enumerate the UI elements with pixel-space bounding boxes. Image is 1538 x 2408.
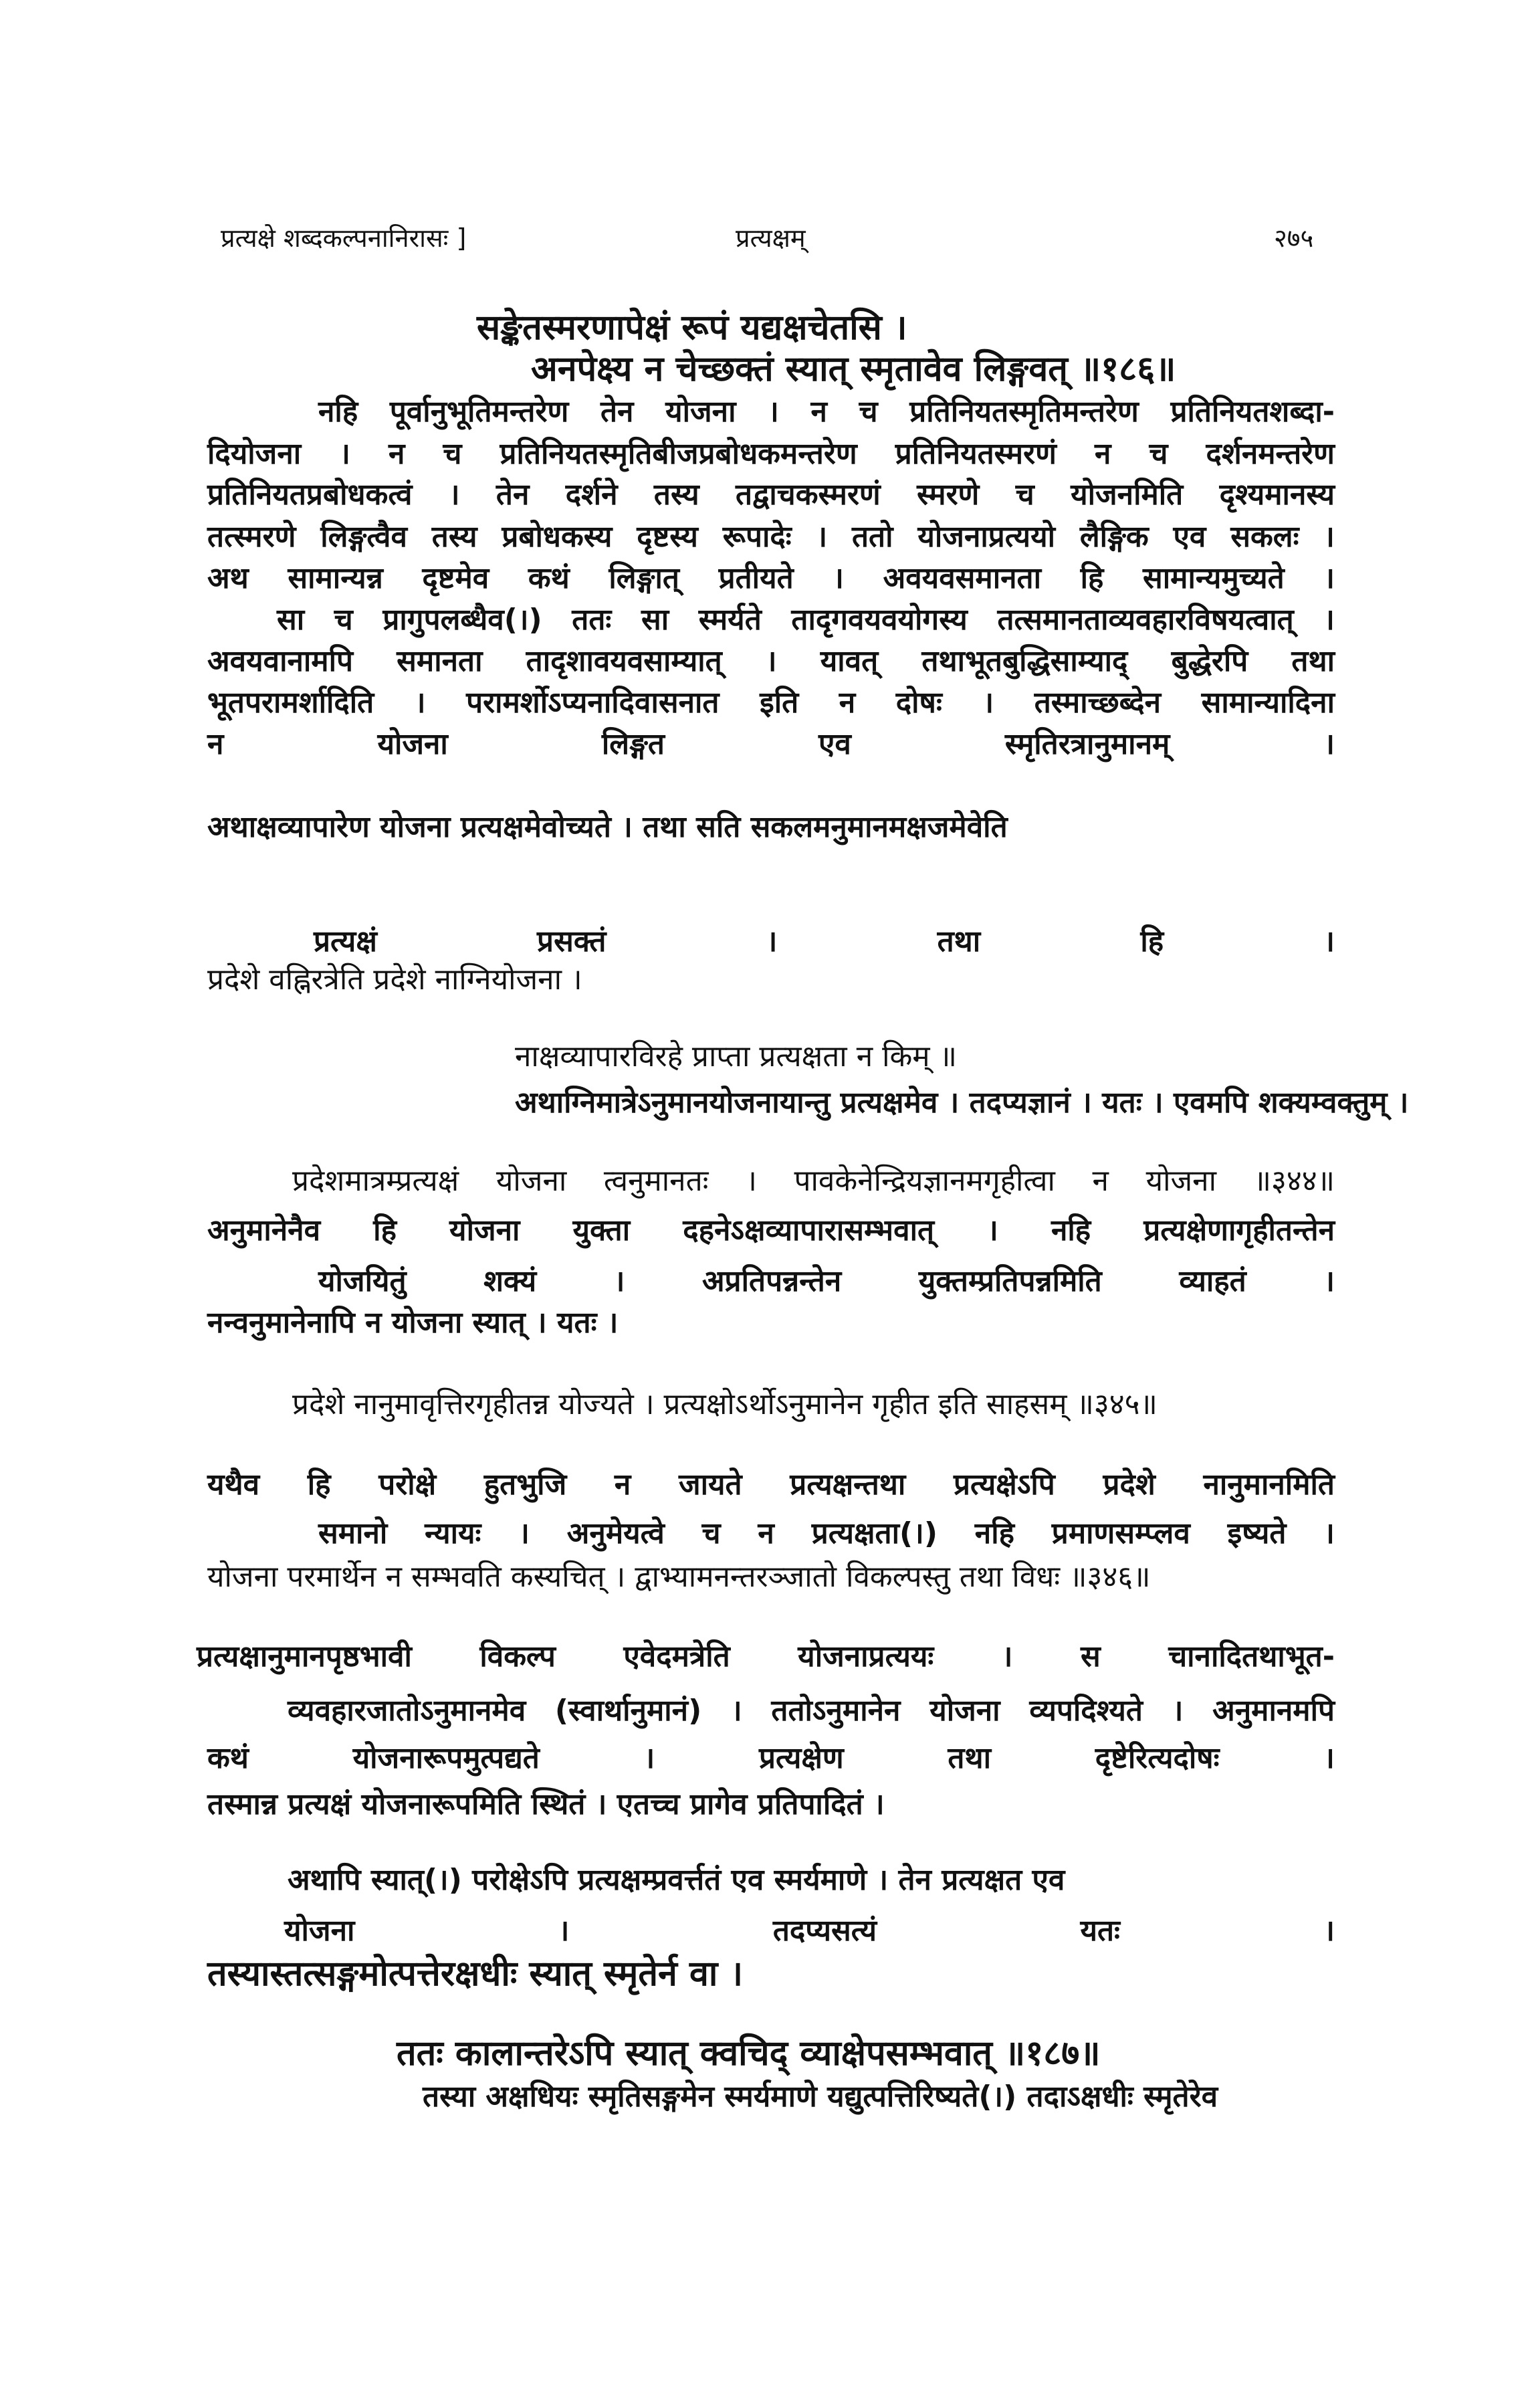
verse-line: नाक्षव्यापारविरहे प्राप्ता प्रत्यक्षता न किम् ॥ [515,1039,957,1074]
commentary-line: योजयितुं शक्यं । अप्रतिपन्नन्तेन युक्तम्प्रतिपन्नमिति व्याहतं । [318,1264,1335,1298]
commentary-line: यथैव हि परोक्षे हुतभुजि न जायते प्रत्यक्षन्तथा प्रत्यक्षेऽपि प्रदेशे नानुमानमिति [207,1468,1335,1502]
commentary-line: अथापि स्यात्(।) परोक्षेऽपि प्रत्यक्षम्प्रवर्त्ततं एव स्मर्यमाणे । तेन प्रत्यक्षत एव [288,1863,1065,1897]
commentary-line: अनुमानेनैव हि योजना युक्ता दहनेऽक्षव्यापारासम्भवात् । नहि प्रत्यक्षेणागृहीतन्तेन [207,1213,1335,1247]
commentary-line: तस्मान्न प्रत्यक्षं योजनारूपमिति स्थितं । एतच्च प्रागेव प्रतिपादितं । [207,1787,885,1821]
commentary-line: अवयवानामपि समानता तादृशावयवसाम्यात् । यावत् तथाभूतबुद्धिसाम्याद् बुद्धेरपि तथा [207,644,1335,678]
commentary-line: व्यवहारजातोऽनुमानमेव (स्वार्थानुमानं) । ततोऽनुमानेन योजना व्यपदिश्यते । अनुमानमपि [288,1694,1335,1728]
verse-line: प्रदेशमात्रम्प्रत्यक्षं योजना त्वनुमानतः । पावकेनेन्द्रियज्ञानमगृहीत्वा न योजना ॥३४४॥ [292,1164,1335,1198]
commentary-line: कथं योजनारूपमुत्पद्यते । प्रत्यक्षेण तथा दृष्टेरित्यदोषः । [207,1741,1335,1775]
commentary-line: सा च प्रागुपलब्धैव(।) ततः सा स्मर्यते तादृगवयवयोगस्य तत्समानताव्यवहारविषयत्वात् । [277,603,1335,637]
commentary-line: प्रतिनियतप्रबोधकत्वं । तेन दर्शने तस्य तद्वाचकस्मरणं स्मरणे च योजनमिति दृश्यमानस्य [207,478,1335,512]
verse-line: प्रदेशे वह्निरत्रेति प्रदेशे नाग्नियोजना । [207,963,582,997]
verse-line: योजना परमार्थेन न सम्भवति कस्यचित् । द्वाभ्यामनन्तरञ्जातो विकल्पस्तु तथा विधः ॥३४६॥ [207,1560,1151,1594]
karika-line: अनपेक्ष्य न चेच्छक्तं स्यात् स्मृतावेव लिङ्गवत् ॥१८६॥ [531,349,1176,389]
running-head-chapter: प्रत्यक्षम् [736,223,806,253]
commentary-line: अथाक्षव्यापारेण योजना प्रत्यक्षमेवोच्यते । तथा सति सकलमनुमानमक्षजमेवेति [207,810,1008,844]
commentary-line: नन्वनुमानेनापि न योजना स्यात् । यतः । [207,1306,619,1340]
commentary-line: दियोजना । न च प्रतिनियतस्मृतिबीजप्रबोधकमन्तरेण प्रतिनियतस्मरणं न च दर्शनमन्तरेण [207,437,1335,471]
commentary-line: भूतपरामर्शादिति । परामर्शोऽप्यनादिवासनात इति न दोषः । तस्माच्छब्देन सामान्यादिना [207,686,1335,720]
commentary-line: नहि पूर्वानुभूतिमन्तरेण तेन योजना । न च प्रतिनियतस्मृतिमन्तरेण प्रतिनियतशब्दा- [318,395,1335,429]
commentary-line: योजना । तदप्यसत्यं यतः । [284,1914,1335,1948]
commentary-line: प्रत्यक्षानुमानपृष्ठभावी विकल्प एवेदमत्रेति योजनाप्रत्ययः । स चानादितथाभूत- [197,1639,1335,1674]
karika-line: सङ्केतस्मरणापेक्षं रूपं यद्यक्षचेतसि । [477,308,907,348]
karika-line: तस्यास्तत्सङ्गमोत्पत्तेरक्षधीः स्यात् स्मृतेर्न वा । [207,1954,744,1994]
commentary-line: समानो न्यायः । अनुमेयत्वे च न प्रत्यक्षता(।) नहि प्रमाणसम्प्लव इष्यते । [318,1516,1335,1550]
commentary-line: तस्या अक्षधियः स्मृतिसङ्गमेन स्मर्यमाणे यद्युत्पत्तिरिष्यते(।) तदाऽक्षधीः स्मृतेरेव [423,2080,1218,2114]
commentary-line: प्रत्यक्षं प्रसक्तं । तथा हि । [314,924,1335,959]
commentary-line: न योजना लिङ्गत एव स्मृतिरत्रानुमानम् । [207,727,1335,761]
commentary-line: अथाग्निमात्रेऽनुमानयोजनायान्तु प्रत्यक्षमेव । तदप्यज्ञानं । यतः । एवमपि शक्यम्वक्तुम् । [515,1086,1409,1120]
commentary-line: तत्स्मरणे लिङ्गत्वैव तस्य प्रबोधकस्य दृष्टस्य रूपादेः । ततो योजनाप्रत्ययो लैङ्गिक एव सकलः । [207,520,1335,554]
page-number: २७५ [1274,223,1314,253]
karika-line: ततः कालान्तरेऽपि स्यात् क्वचिद् व्याक्षेपसम्भवात् ॥१८७॥ [397,2033,1101,2074]
verse-line: प्रदेशे नानुमावृत्तिरगृहीतन्न योज्यते । प्रत्यक्षोऽर्थोऽनुमानेन गृहीत इति साहसम् ॥३४५॥ [292,1387,1158,1421]
running-head-section: प्रत्यक्षे शब्दकल्पनानिरासः ] [221,223,467,253]
commentary-line: अथ सामान्यन्न दृष्टमेव कथं लिङ्गात् प्रतीयते । अवयवसमानता हि सामान्यमुच्यते । [207,561,1335,595]
